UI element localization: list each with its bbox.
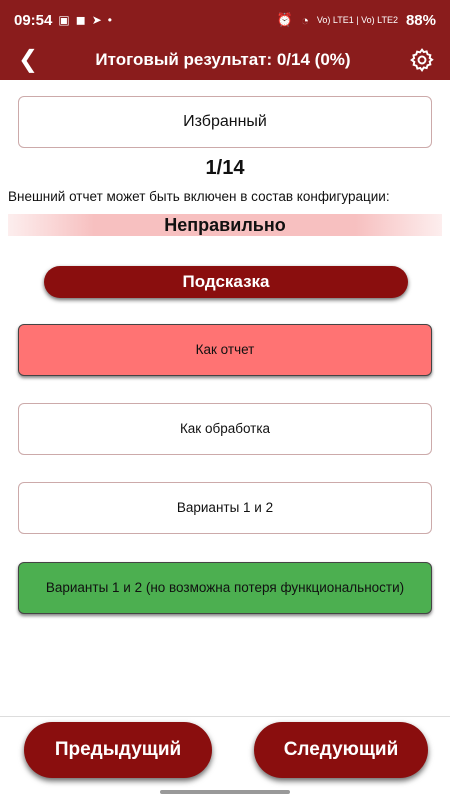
battery-level: 88%: [405, 11, 436, 29]
alarm-icon: ⏰: [276, 12, 294, 27]
bottom-divider: [0, 716, 450, 717]
telegram-icon: ➤: [91, 13, 102, 27]
favorite-button[interactable]: Избранный: [18, 96, 432, 148]
chevron-left-icon: ❮: [17, 46, 39, 73]
gear-icon: [409, 47, 435, 73]
hint-button[interactable]: Подсказка: [44, 266, 408, 298]
status-time: 09:54: [14, 11, 53, 29]
network-label: Vo) LTE1 | Vo) LTE2: [316, 15, 398, 25]
question-text: Внешний отчет может быть включен в состав конфигурации:: [8, 189, 390, 204]
answer-option-3[interactable]: Варианты 1 и 2: [18, 482, 432, 534]
answer-option-1[interactable]: Как отчет: [18, 324, 432, 376]
back-button[interactable]: [0, 40, 56, 80]
answer-option-2[interactable]: Как обработка: [18, 403, 432, 455]
gesture-bar: [160, 790, 290, 794]
question-counter: 1/14: [205, 157, 245, 179]
gallery-icon: ▣: [58, 13, 70, 27]
page-title: Итоговый результат: 0/14 (0%): [95, 50, 351, 69]
status-bar: [0, 0, 450, 40]
notification-icons: [58, 13, 112, 27]
answer-option-4[interactable]: Варианты 1 и 2 (но возможна потеря функциональности): [18, 562, 432, 614]
next-button[interactable]: Следующий: [254, 722, 428, 778]
shopping-bag-icon: ◼: [75, 13, 86, 27]
result-label: Неправильно: [8, 214, 442, 236]
status-right: [277, 12, 436, 29]
app-bar: [0, 40, 450, 80]
settings-button[interactable]: [394, 47, 450, 73]
previous-button[interactable]: Предыдущий: [24, 722, 212, 778]
wifi-icon: ◔: [301, 12, 309, 28]
dot-icon: •: [107, 13, 112, 27]
